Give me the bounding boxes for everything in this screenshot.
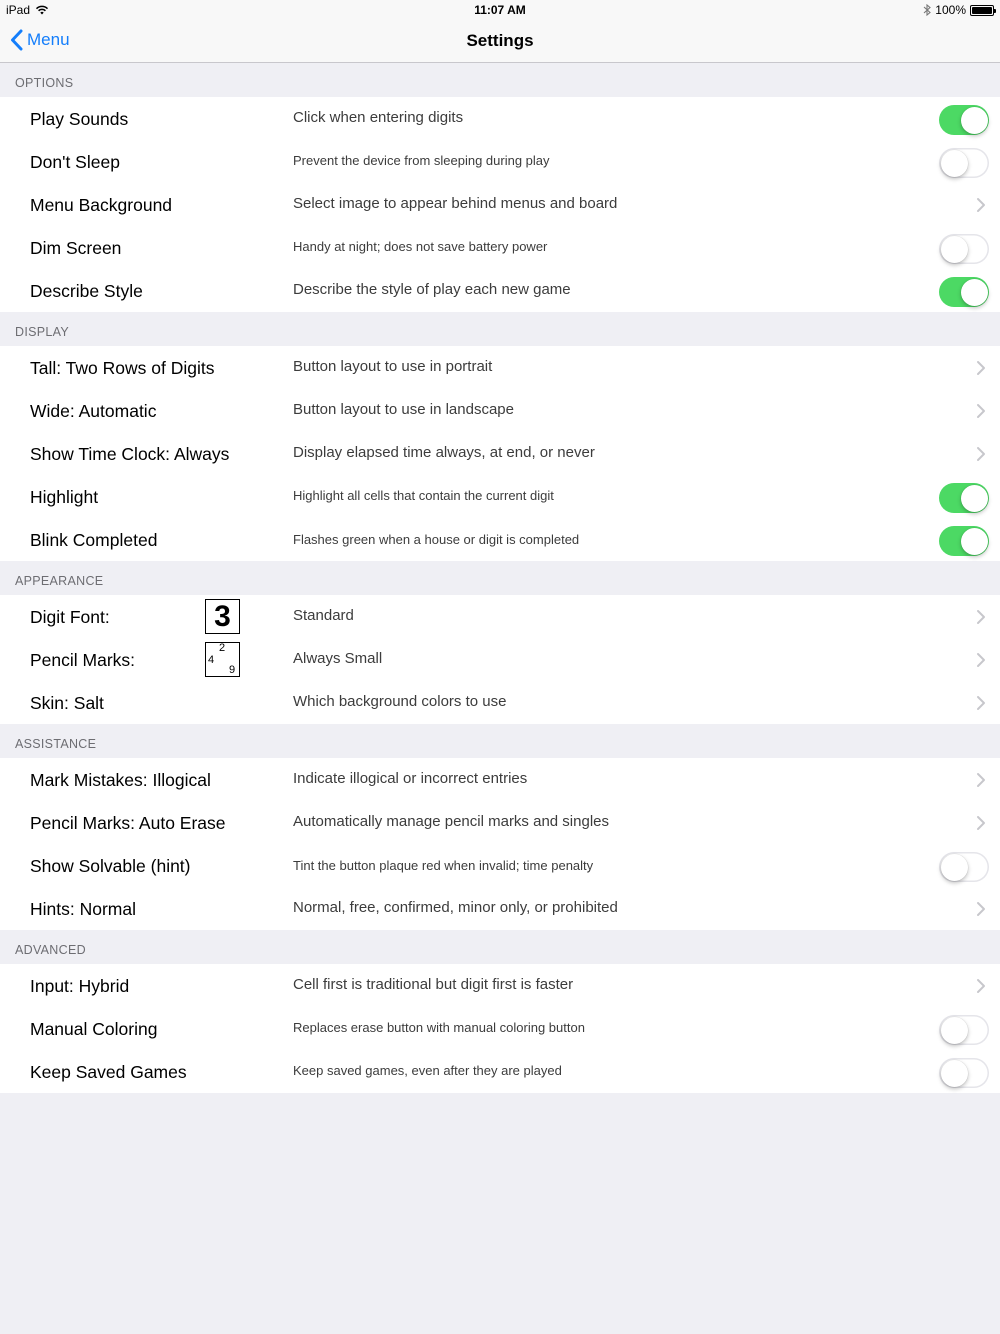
setting-label: Play Sounds bbox=[30, 109, 129, 129]
setting-label: Show Solvable (hint) bbox=[30, 856, 191, 876]
setting-label: Menu Background bbox=[30, 195, 173, 215]
setting-label: Blink Completed bbox=[30, 530, 158, 550]
section-header-options: OPTIONS bbox=[15, 76, 74, 90]
bluetooth-icon bbox=[923, 4, 931, 16]
section-header-advanced: ADVANCED bbox=[15, 943, 86, 957]
status-right bbox=[923, 3, 994, 17]
section-appearance bbox=[0, 595, 1000, 724]
toggle-knob bbox=[941, 236, 968, 263]
section-assistance bbox=[0, 758, 1000, 930]
toggle-switch[interactable] bbox=[939, 234, 989, 264]
setting-label: Don't Sleep bbox=[30, 152, 120, 172]
chevron-right-icon bbox=[976, 772, 986, 788]
setting-label: Skin: Salt bbox=[30, 693, 104, 713]
setting-label: Pencil Marks: Auto Erase bbox=[30, 813, 226, 833]
chevron-right-icon bbox=[976, 403, 986, 419]
setting-label: Describe Style bbox=[30, 281, 143, 301]
setting-label: Dim Screen bbox=[30, 238, 122, 258]
toggle-knob bbox=[941, 854, 968, 881]
toggle-knob bbox=[961, 279, 988, 306]
setting-description: Replaces erase button with manual coloring button bbox=[293, 1020, 585, 1035]
toggle-switch[interactable] bbox=[939, 526, 989, 556]
setting-description: Prevent the device from sleeping during play bbox=[293, 153, 550, 168]
setting-row-manual-coloring[interactable] bbox=[0, 1007, 1000, 1050]
setting-row-don-t-sleep[interactable] bbox=[0, 140, 1000, 183]
toggle-switch[interactable] bbox=[939, 1058, 989, 1088]
chevron-right-icon bbox=[976, 978, 986, 994]
settings-list bbox=[0, 63, 1000, 1093]
battery-icon bbox=[970, 5, 994, 16]
toggle-switch[interactable] bbox=[939, 1015, 989, 1045]
setting-row-pencil-marks[interactable] bbox=[0, 638, 1000, 681]
setting-description: Cell first is traditional but digit first is faster bbox=[293, 976, 574, 993]
setting-row-show-solvable-hint[interactable] bbox=[0, 844, 1000, 887]
status-time: 11:07 AM bbox=[474, 3, 526, 17]
toggle-knob bbox=[961, 528, 988, 555]
toggle-switch[interactable] bbox=[939, 852, 989, 882]
setting-description: Flashes green when a house or digit is completed bbox=[293, 532, 580, 547]
toggle-knob bbox=[961, 107, 988, 134]
setting-label: Wide: Automatic bbox=[30, 401, 157, 421]
status-bar bbox=[0, 0, 1000, 20]
toggle-switch[interactable] bbox=[939, 483, 989, 513]
setting-label: Highlight bbox=[30, 487, 99, 507]
setting-description: Highlight all cells that contain the current digit bbox=[293, 488, 554, 503]
setting-description: Button layout to use in landscape bbox=[293, 401, 514, 418]
setting-description: Select image to appear behind menus and board bbox=[293, 195, 618, 212]
setting-row-digit-font[interactable] bbox=[0, 595, 1000, 638]
setting-description: Describe the style of play each new game bbox=[293, 281, 571, 298]
setting-label: Digit Font: bbox=[30, 607, 110, 627]
setting-row-pencil-marks-auto-erase[interactable] bbox=[0, 801, 1000, 844]
toggle-knob bbox=[941, 150, 968, 177]
section-options bbox=[0, 97, 1000, 312]
setting-label: Show Time Clock: Always bbox=[30, 444, 230, 464]
battery-fill bbox=[972, 7, 992, 14]
chevron-right-icon bbox=[976, 197, 986, 213]
back-button-label: Menu bbox=[27, 30, 70, 49]
toggle-switch[interactable] bbox=[939, 277, 989, 307]
setting-description: Display elapsed time always, at end, or never bbox=[293, 444, 595, 461]
preview-digit: 3 bbox=[214, 600, 231, 633]
setting-row-input-hybrid[interactable] bbox=[0, 964, 1000, 1007]
setting-label: Manual Coloring bbox=[30, 1019, 158, 1039]
setting-label: Tall: Two Rows of Digits bbox=[30, 358, 215, 378]
pencil-marks-preview bbox=[205, 642, 240, 677]
toggle-switch[interactable] bbox=[939, 105, 989, 135]
pencil-mark: 4 bbox=[208, 654, 215, 666]
toggle-knob bbox=[961, 485, 988, 512]
page-title: Settings bbox=[466, 31, 534, 50]
setting-row-blink-completed[interactable] bbox=[0, 518, 1000, 561]
setting-row-highlight[interactable] bbox=[0, 475, 1000, 518]
device-name: iPad bbox=[6, 3, 31, 17]
toggle-knob bbox=[941, 1060, 968, 1087]
setting-row-tall-two-rows-of-digits[interactable] bbox=[0, 346, 1000, 389]
battery-percent: 100% bbox=[935, 3, 966, 17]
chevron-right-icon bbox=[976, 609, 986, 625]
setting-row-show-time-clock-always[interactable] bbox=[0, 432, 1000, 475]
chevron-right-icon bbox=[976, 652, 986, 668]
setting-row-describe-style[interactable] bbox=[0, 269, 1000, 312]
pencil-mark: 2 bbox=[219, 642, 226, 654]
chevron-right-icon bbox=[976, 901, 986, 917]
chevron-right-icon bbox=[976, 695, 986, 711]
section-display bbox=[0, 346, 1000, 561]
setting-description: Tint the button plaque red when invalid; time penalty bbox=[293, 858, 594, 873]
navigation-bar bbox=[0, 20, 1000, 63]
chevron-right-icon bbox=[976, 360, 986, 376]
section-header-appearance: APPEARANCE bbox=[15, 574, 104, 588]
toggle-knob bbox=[941, 1017, 968, 1044]
setting-description: Standard bbox=[293, 607, 354, 624]
setting-label: Pencil Marks: bbox=[30, 650, 136, 670]
setting-label: Keep Saved Games bbox=[30, 1062, 187, 1082]
chevron-right-icon bbox=[976, 815, 986, 831]
setting-row-dim-screen[interactable] bbox=[0, 226, 1000, 269]
section-advanced bbox=[0, 964, 1000, 1093]
setting-description: Button layout to use in portrait bbox=[293, 358, 493, 375]
setting-row-play-sounds[interactable] bbox=[0, 97, 1000, 140]
chevron-right-icon bbox=[976, 446, 986, 462]
setting-row-hints-normal[interactable] bbox=[0, 887, 1000, 930]
setting-description: Handy at night; does not save battery power bbox=[293, 239, 548, 254]
section-header-assistance: ASSISTANCE bbox=[15, 737, 97, 751]
setting-description: Indicate illogical or incorrect entries bbox=[293, 770, 528, 787]
setting-description: Normal, free, confirmed, minor only, or prohibited bbox=[293, 899, 618, 916]
setting-label: Mark Mistakes: Illogical bbox=[30, 770, 211, 790]
setting-row-menu-background[interactable] bbox=[0, 183, 1000, 226]
setting-description: Automatically manage pencil marks and singles bbox=[293, 813, 609, 830]
setting-description: Keep saved games, even after they are played bbox=[293, 1063, 562, 1078]
digit-font-preview bbox=[205, 599, 240, 634]
setting-row-skin-salt[interactable] bbox=[0, 681, 1000, 724]
setting-description: Always Small bbox=[293, 650, 383, 667]
pencil-mark: 9 bbox=[229, 664, 236, 676]
toggle-switch[interactable] bbox=[939, 148, 989, 178]
setting-row-keep-saved-games[interactable] bbox=[0, 1050, 1000, 1093]
section-header-display: DISPLAY bbox=[15, 325, 69, 339]
setting-row-mark-mistakes-illogical[interactable] bbox=[0, 758, 1000, 801]
setting-row-wide-automatic[interactable] bbox=[0, 389, 1000, 432]
setting-label: Input: Hybrid bbox=[30, 976, 130, 996]
setting-description: Which background colors to use bbox=[293, 693, 507, 710]
setting-label: Hints: Normal bbox=[30, 899, 136, 919]
setting-description: Click when entering digits bbox=[293, 109, 464, 126]
